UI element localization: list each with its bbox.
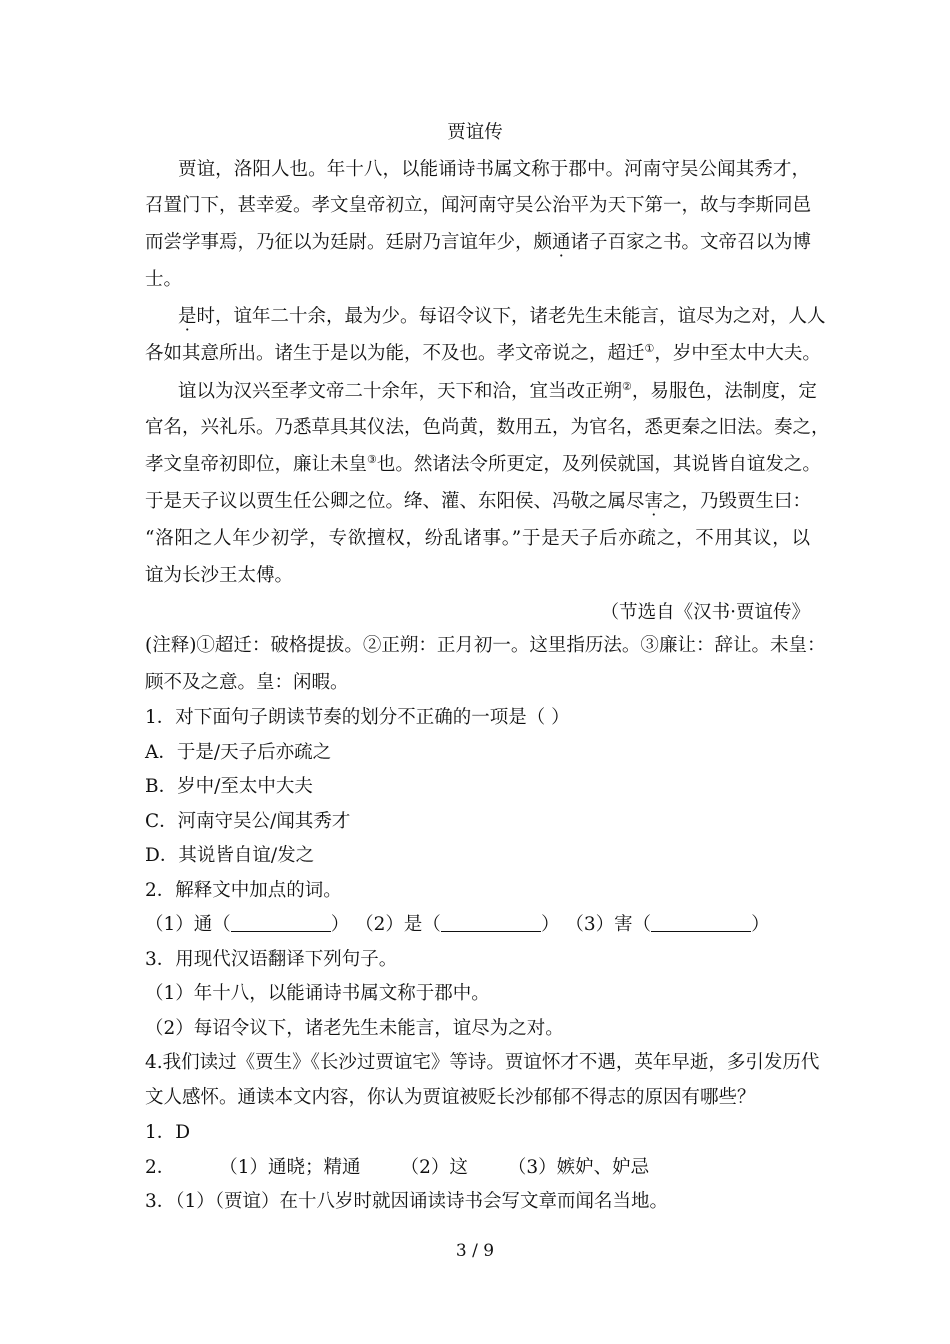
text-segment: ） （3）害（: [540, 914, 652, 935]
notes-line2: 顾不及之意。皇：闲暇。: [145, 672, 349, 693]
para1-line2: 召置门下，甚幸爱。孝文皇帝初立，闻河南守吴公治平为天下第一，故与李斯同邑: [145, 195, 812, 216]
para1-line1: 贾谊，洛阳人也。年十八，以能诵诗书属文称于郡中。河南守吴公闻其秀才，: [178, 159, 810, 180]
answer-blank-3[interactable]: [651, 913, 751, 932]
para3-line6: 谊为长沙王太傅。: [145, 565, 294, 586]
para1-line3: [145, 231, 810, 255]
dotted-word-tong: 通: [552, 232, 571, 253]
dotted-word-hai: 害: [644, 491, 664, 512]
text-segment: ，岁中至太中大夫。: [654, 343, 821, 364]
question-4-line1: 4.我们读过《贾生》《长沙过贾谊宅》等诗。贾谊怀才不遇，英年早逝，多引发历代: [145, 1052, 820, 1073]
text-segment: 而尝学事焉，乃征以为廷尉。廷尉乃言谊年少，颇: [145, 232, 553, 253]
text-segment: （3）嫉妒、妒忌: [507, 1157, 650, 1178]
text-segment: 也。然诸法令所更定，及列侯就国，其说皆自谊发之。: [376, 454, 821, 475]
text-segment: 于是天子议以贾生任公卿之位。绛、灌、东阳侯、冯敬之属尽: [145, 491, 645, 512]
para3-line2: 官名，兴礼乐。乃悉草具其仪法，色尚黄，数用五，为官名，悉更秦之旧法。奏之，: [145, 417, 830, 438]
text-segment: 诸子百家之书。文帝召以为博: [570, 232, 812, 253]
text-segment: 孝文皇帝初即位，廉让未皇: [145, 454, 368, 475]
text-segment: 时，谊年二十余，最为少。每诏令议下，诸老先生未能言，谊尽为之对，人人: [196, 306, 826, 327]
article-title: 贾谊传: [447, 122, 503, 143]
question-3-sentence-2: （2）每诏令议下，诸老先生未能言，谊尽为之对。: [145, 1018, 564, 1039]
question-3-stem: 3．用现代汉语翻译下列句子。: [145, 949, 398, 970]
answer-2: [145, 1156, 810, 1180]
text-segment: 之，乃毁贾生曰：: [663, 491, 812, 512]
para1-line4: 士。: [145, 269, 183, 290]
text-segment: （1）通（: [145, 914, 231, 935]
dotted-word-shi: 是: [178, 306, 197, 327]
question-1-option-c: C．河南守吴公/闻其秀才: [145, 811, 351, 832]
question-4-line2: 文人感怀。通读本文内容，你认为贾谊被贬长沙郁郁不得志的原因有哪些？: [145, 1087, 756, 1108]
text-segment: ）: [751, 914, 770, 935]
para2-line1: [178, 305, 826, 329]
para3-line4: [145, 490, 810, 514]
answer-blank-1[interactable]: [231, 913, 331, 932]
para3-line1: [178, 380, 817, 404]
footnote-marker: ②: [622, 380, 632, 393]
question-1-stem: 1．对下面句子朗读节奏的划分不正确的一项是（ ）: [145, 707, 570, 728]
text-segment: 谊以为汉兴至孝文帝二十余年，天下和洽，宜当改正朔: [178, 381, 623, 402]
text-segment: 2．: [145, 1157, 176, 1178]
question-3-sentence-1: （1）年十八，以能诵诗书属文称于郡中。: [145, 983, 490, 1004]
footnote-marker: ③: [367, 453, 377, 466]
text-segment: （2）这: [400, 1157, 468, 1178]
answer-1: 1．D: [145, 1122, 191, 1143]
text-segment: 各如其意所出。诸生于是以为能，不及也。孝文帝说之，超迁: [145, 343, 645, 364]
page-number: 3 / 9: [455, 1241, 495, 1261]
answer-3: 3．（1）（贾谊）在十八岁时就因诵读诗书会写文章而闻名当地。: [145, 1191, 669, 1212]
question-2-blanks: [145, 913, 810, 937]
para3-line5: “洛阳之人年少初学，专欲擅权，纷乱诸事。”于是天子后亦疏之，不用其议，以: [145, 528, 810, 549]
question-1-option-d: D．其说皆自谊/发之: [145, 845, 315, 866]
text-segment: （1）通晓；精通: [219, 1157, 361, 1178]
notes-line1: (注释)①超迁：破格提拔。②正朔：正月初一。这里指历法。③廉让：辞让。未皇：: [145, 635, 826, 656]
answer-blank-2[interactable]: [441, 913, 541, 932]
question-1-option-b: B．岁中/至太中大夫: [145, 776, 313, 797]
para3-line3: [145, 453, 821, 477]
para2-line2: [145, 342, 821, 366]
question-1-option-a: A．于是/天子后亦疏之: [145, 742, 332, 763]
text-segment: ，易服色，法制度，定: [631, 381, 817, 402]
source-citation: （节选自《汉书·贾谊传》: [600, 602, 810, 623]
question-2-stem: 2．解释文中加点的词。: [145, 880, 342, 901]
footnote-marker: ①: [644, 342, 655, 355]
text-segment: ） （2）是（: [330, 914, 441, 935]
